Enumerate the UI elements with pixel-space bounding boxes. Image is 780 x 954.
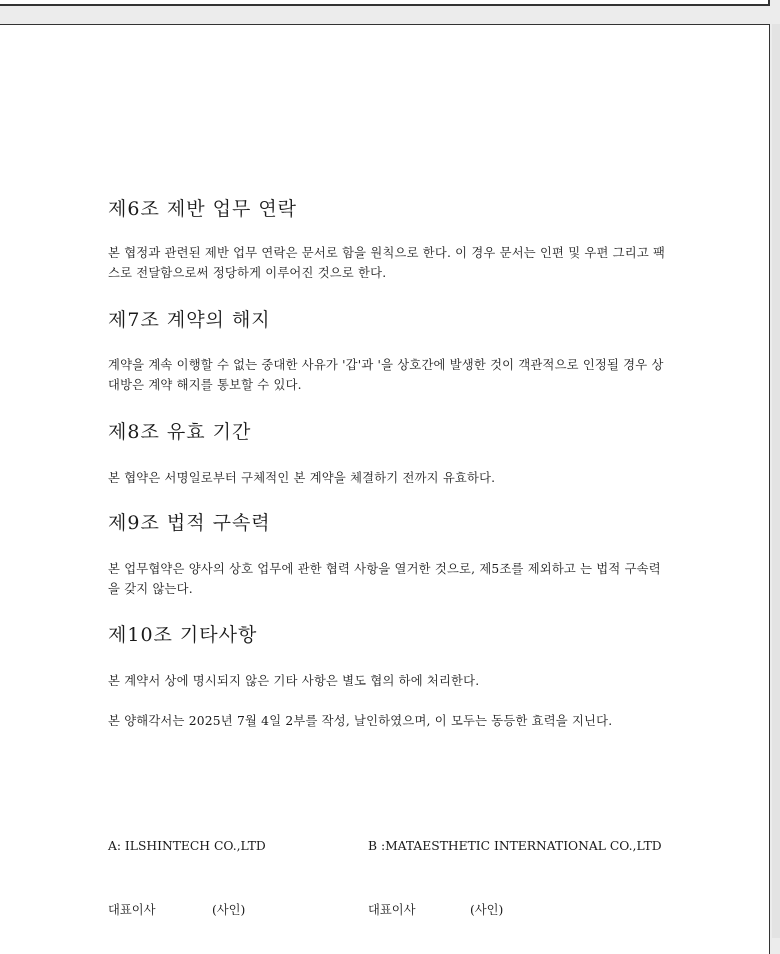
party-a-representative-label: 대표이사 [108,903,156,917]
document-page [0,24,770,954]
article-8-heading: 제8조 유효 기간 [108,421,252,443]
article-8-body: 본 협약은 서명일로부터 구체적인 본 계약을 체결하기 전까지 유효하다. [108,471,496,485]
article-7-heading: 제7조 계약의 해지 [108,309,271,331]
article-7-body: 계약을 계속 이행할 수 없는 중대한 사유가 '갑'과 '을 상호간에 발생한 것이 객관적으로 인정될 경우 상대방은 계약 해지를 통보할 수 있다. [108,358,664,392]
article-6-heading: 제6조 제반 업무 연락 [108,198,298,220]
closing-statement: 본 양해각서는 2025년 7월 4일 2부를 작성, 날인하였으며, 이 모두는 동등한 효력을 지닌다. [108,714,613,728]
party-a-name: A: ILSHINTECH CO.,LTD [108,839,266,853]
article-6-body: 본 협정과 관련된 제반 업무 연락은 문서로 함을 원칙으로 한다. 이 경우 문서는 인편 및 우편 그리고 팩스로 전달함으로써 정당하게 이루어진 것으로 한다. [108,246,666,280]
viewer-scroll-track[interactable] [772,24,780,938]
article-10-heading: 제10조 기타사항 [108,624,258,646]
party-b-name: B :MATAESTHETIC INTERNATIONAL CO.,LTD [368,839,662,853]
party-a-signature-placeholder: (사인) [212,903,246,917]
article-9-heading: 제9조 법적 구속력 [108,512,271,534]
article-10-body: 본 계약서 상에 명시되지 않은 기타 사항은 별도 협의 하에 처리한다. [108,674,480,688]
party-b-signature-placeholder: (사인) [470,903,504,917]
article-9-body: 본 업무협약은 양사의 상호 업무에 관한 협력 사항을 열거한 것으로, 제5조를 제외하고 는 법적 구속력을 갖지 않는다. [108,562,661,596]
previous-page-edge [0,0,770,6]
party-b-representative-label: 대표이사 [368,903,416,917]
